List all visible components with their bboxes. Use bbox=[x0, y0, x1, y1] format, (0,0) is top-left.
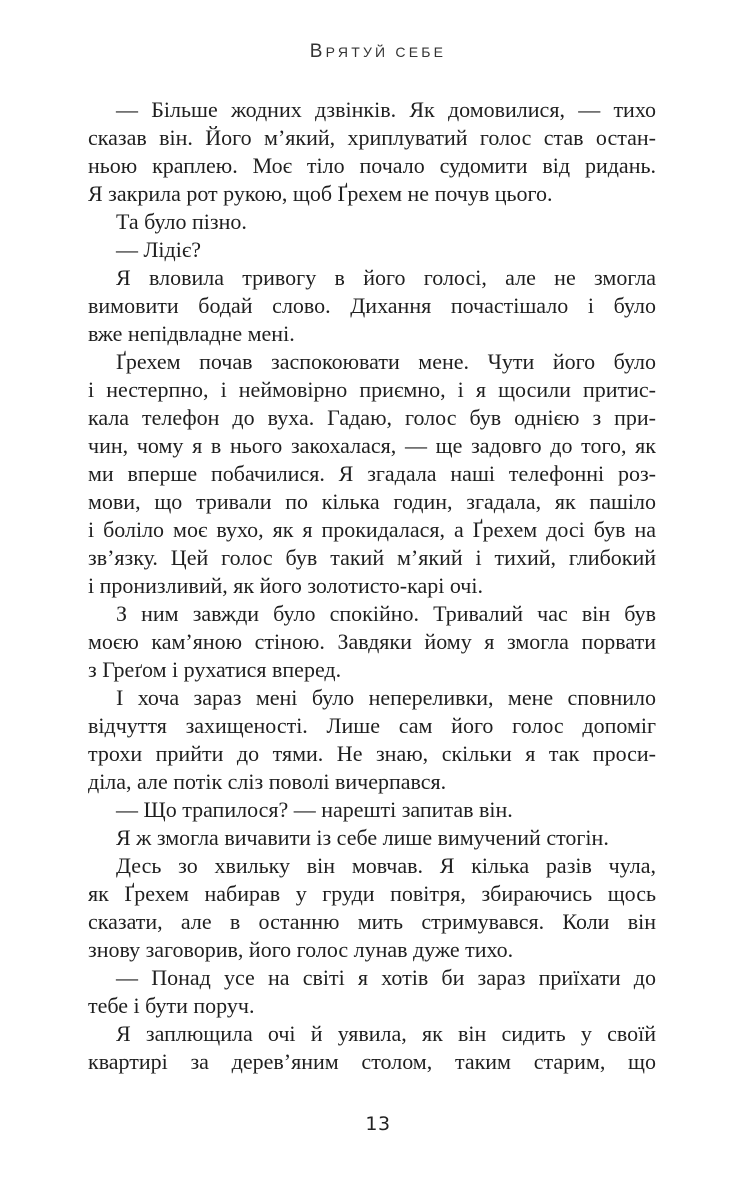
text-line: діла, але потік сліз поволі вичерпався. bbox=[88, 769, 447, 794]
paragraph bbox=[88, 208, 656, 236]
text-line: ньою краплею. Моє тіло почало судомити від ридань. bbox=[88, 153, 656, 178]
text-line: сказав він. Його м’який, хриплуватий голос став остан- bbox=[88, 125, 656, 150]
paragraph bbox=[88, 600, 656, 684]
text-line: і боліло моє вухо, як я прокидалася, а Ґрехем досі був на bbox=[88, 517, 656, 542]
page-number: 13 bbox=[365, 1113, 391, 1135]
paragraph bbox=[88, 684, 656, 796]
text-line: Та було пізно. bbox=[116, 209, 247, 234]
text-line: Я ж змогла вичавити із себе лише вимучений стогін. bbox=[116, 825, 609, 850]
paragraph bbox=[88, 1020, 656, 1076]
text-line: сказати, але в останню мить стримувався. Коли він bbox=[88, 909, 656, 934]
text-line: мови, що тривали по кілька годин, згадала, як пашіло bbox=[88, 489, 656, 514]
text-line: — Що трапилося? — нарешті запитав він. bbox=[116, 797, 513, 822]
text-line: Я закрила рот рукою, щоб Ґрехем не почув цього. bbox=[88, 181, 553, 206]
text-line: Десь зо хвильку він мовчав. Я кілька разів чула, bbox=[116, 853, 656, 878]
text-line: зв’язку. Цей голос був такий м’який і тихий, глибокий bbox=[88, 545, 656, 570]
text-line: І хоча зараз мені було непереливки, мене сповнило bbox=[116, 685, 656, 710]
text-line: трохи прийти до тями. Не знаю, скільки я так проси- bbox=[88, 741, 656, 766]
text-line: — Більше жодних дзвінків. Як домовилися, — тихо bbox=[116, 97, 656, 122]
text-line: Ґрехем почав заспокоювати мене. Чути його було bbox=[116, 349, 656, 374]
text-line: ми вперше побачилися. Я згадала наші телефонні роз- bbox=[88, 461, 656, 486]
text-line: квартирі за дерев’яним столом, таким старим, що bbox=[88, 1049, 656, 1074]
body-text bbox=[88, 96, 656, 1076]
running-header: ВРЯТУЙ СЕБЕ bbox=[309, 41, 447, 62]
text-line: відчуття захищеності. Лише сам його голос допоміг bbox=[88, 713, 656, 738]
text-line: моєю кам’яною стіною. Завдяки йому я змогла порвати bbox=[88, 629, 656, 654]
paragraph bbox=[88, 964, 656, 1020]
text-line: Я заплющила очі й уявила, як він сидить у своїй bbox=[116, 1021, 656, 1046]
paragraph bbox=[88, 852, 656, 964]
paragraph bbox=[88, 796, 656, 824]
paragraph bbox=[88, 824, 656, 852]
paragraph bbox=[88, 348, 656, 600]
text-line: — Понад усе на світі я хотів би зараз приїхати до bbox=[116, 965, 656, 990]
text-line: і нестерпно, і неймовірно приємно, і я щосили притис- bbox=[88, 377, 656, 402]
text-line: тебе і бути поруч. bbox=[88, 993, 255, 1018]
text-line: Я вловила тривогу в його голосі, але не змогла bbox=[116, 265, 656, 290]
paragraph bbox=[88, 96, 656, 208]
text-line: вже непідвладне мені. bbox=[88, 321, 295, 346]
text-line: знову заговорив, його голос лунав дуже тихо. bbox=[88, 937, 514, 962]
text-line: вимовити бодай слово. Дихання почастішало і було bbox=[88, 293, 656, 318]
text-line: кала телефон до вуха. Гадаю, голос був однією з при- bbox=[88, 405, 656, 430]
paragraph bbox=[88, 236, 656, 264]
text-line: З ним завжди було спокійно. Тривалий час він був bbox=[116, 601, 656, 626]
text-line: чин, чому я в нього закохалася, — ще задовго до того, як bbox=[88, 433, 656, 458]
text-line: з Греґом і рухатися вперед. bbox=[88, 657, 342, 682]
text-line: і пронизливий, як його золотисто-карі очі. bbox=[88, 573, 483, 598]
text-line: — Лідіє? bbox=[116, 237, 202, 262]
text-line: як Ґрехем набирав у груди повітря, збираючись щось bbox=[88, 881, 656, 906]
paragraph bbox=[88, 264, 656, 348]
